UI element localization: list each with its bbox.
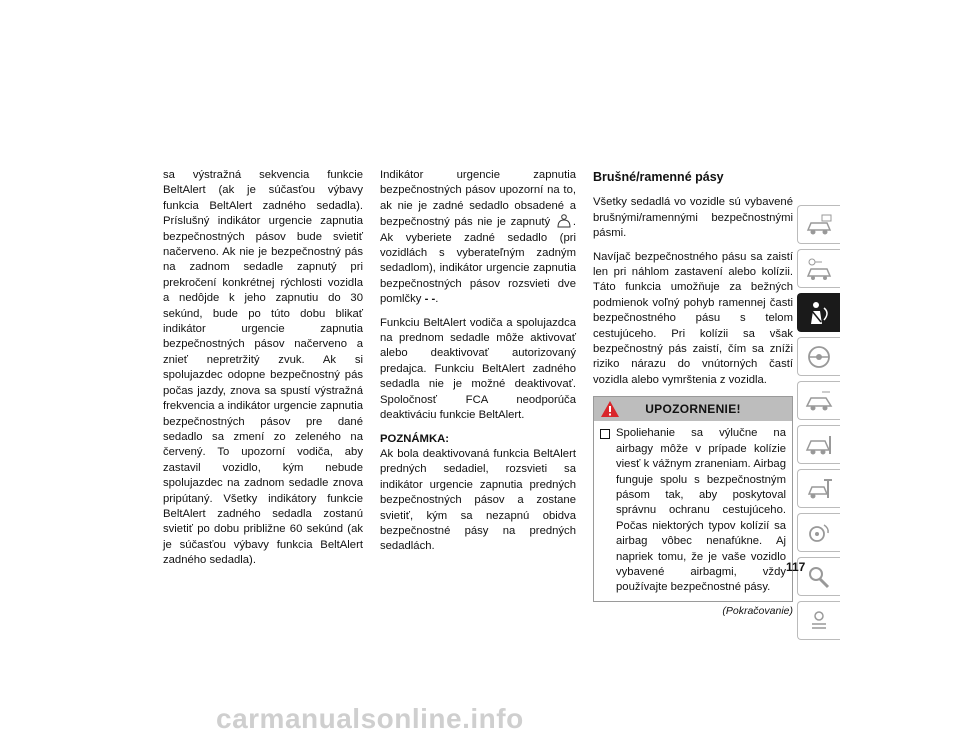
- note-title: POZNÁMKA:: [380, 432, 450, 445]
- tab-car-keys[interactable]: [797, 249, 840, 288]
- tools-icon: [804, 476, 834, 502]
- car-driving-icon: [804, 388, 834, 414]
- index-icon: [804, 608, 834, 634]
- text-column-left: [163, 168, 363, 577]
- paragraph: Indikátor urgencie zapnutia bezpečnostných pásov upozorní na to, ak nie je zadné sedadlo obsadené a bezpečnostný pás nie je zapnutý . Ak vyberiete zadné sedadlo (pri vozidlách s vyberateľným zadným sedadlom), indikátor urgencie zapnutia bezpečnostných pásov rozsvieti dve pomlčky - -.: [380, 169, 576, 306]
- steering-wheel-icon: [804, 344, 834, 370]
- paragraph: Navíjač bezpečnostného pásu sa zaistí len pri náhlom zastavení alebo kolízii. Táto funkcia umožňuje za bežných podmienok voľný pohyb ramennej časti bezpečnostného pásu s telom cestujúceho. Pri kolízii sa však bezpečnostný pás zaistí, čím sa zníži riziko nárazu do vnútorných častí vozidla alebo vymrštenia z vozidla.: [593, 250, 793, 386]
- seatbelt-person-icon: [804, 300, 834, 326]
- page-number: 117: [786, 560, 806, 574]
- car-service-icon: [804, 432, 834, 458]
- dashes-symbol: - -: [424, 293, 436, 306]
- tab-seatbelt[interactable]: [797, 293, 840, 332]
- tab-service[interactable]: [797, 425, 840, 464]
- tab-car-instrument[interactable]: [797, 205, 840, 244]
- note-text: Ak bola deaktivovaná funkcia BeltAlert predných sedadiel, rozsvieti sa indikátor urgencie zapnutia predných bezpečnostných pásov a zostane svietiť, kým sa nezapnú obidva bezpečnostné pásy na predných sedadlách.: [380, 447, 576, 553]
- warning-body: [594, 421, 792, 600]
- continued-label: (Pokračovanie): [722, 604, 793, 617]
- paragraph: Všetky sedadlá vo vozidle sú vybavené brušnými/ramennými bezpečnostnými pásmi.: [593, 196, 793, 240]
- paragraph: Funkciu BeltAlert vodiča a spolujazdca na prednom sedadle môže aktivovať alebo deaktivovať autorizovaný predajca. Funkciu BeltAlert zadného sedadla nie je možné deaktivovať. Spoločnosť FCA neodporúča deaktiváciu funkcie BeltAlert.: [380, 316, 576, 422]
- text-column-right: [593, 170, 793, 619]
- car-instrument-icon: [804, 212, 834, 238]
- text-column-middle: [380, 168, 576, 563]
- magnifier-icon: [804, 564, 834, 590]
- chapter-tabs: [797, 205, 841, 645]
- warning-text: Spoliehanie sa výlučne na airbagy môže v prípade kolízie viesť k vážnym zraneniam. Airbag funguje spolu s bezpečnostným pásom tak, aby poskytoval správnu ochranu cestujúceho. Počas niektorých typov kolízií sa airbag vôbec nenafúkne. Aj napriek tomu, že je vaše vozidlo vybavené airbagmi, vždy používajte bezpečnostné pásy.: [616, 427, 786, 594]
- section-heading: Brušné/ramenné pásy: [593, 170, 724, 184]
- watermark: carmanualsonline.info: [216, 703, 524, 734]
- tab-steering[interactable]: [797, 337, 840, 376]
- seatbelt-indicator-icon: [555, 214, 573, 228]
- tab-index[interactable]: [797, 601, 840, 640]
- paragraph: sa výstražná sekvencia funkcie BeltAlert (ak je súčasťou výbavy funkcia BeltAlert zadného sedadla). Príslušný indikátor urgencie zapnutia bezpečnostných pásov bude svietiť načerveno. Ak nie je bezpečnostný pás na zadnom sedadle zapnutý pri prekročení konkrétnej rýchlosti vozidla a nedôjde k jeho zapnutiu do 30 sekúnd, bude po túto dobu blikať indikátor urgencie zapnutia bezpečnostných pásov načerveno a znieť nepretržitý zvuk. Ak si spolujazdec odopne bezpečnostný pás počas jazdy, znova sa spustí výstražná frekvencia a indikátor urgencie zapnutia bezpečnostných pásov pre dané sedadlo sa zmení zo zeleného na červený. To upozorní vodiča, aby zastavil vozidlo, kým nebude spolujazdec na zadnom sedadle znova pripútaný. Všetky indikátory funkcie BeltAlert zadného sedadla zostanú svietiť po dobu približne 60 sekúnd (ak je súčasťou výbavy funkcia BeltAlert zadného sedadla).: [163, 169, 363, 567]
- tab-tools[interactable]: [797, 469, 840, 508]
- tab-multimedia[interactable]: [797, 513, 840, 552]
- warning-header: [594, 397, 792, 421]
- bullet-square-icon: [600, 429, 610, 439]
- tab-driving[interactable]: [797, 381, 840, 420]
- car-keys-icon: [804, 256, 834, 282]
- warning-box: [593, 396, 793, 601]
- warning-title: UPOZORNENIE!: [645, 401, 741, 416]
- multimedia-icon: [804, 520, 834, 546]
- warning-triangle-icon: [600, 400, 620, 418]
